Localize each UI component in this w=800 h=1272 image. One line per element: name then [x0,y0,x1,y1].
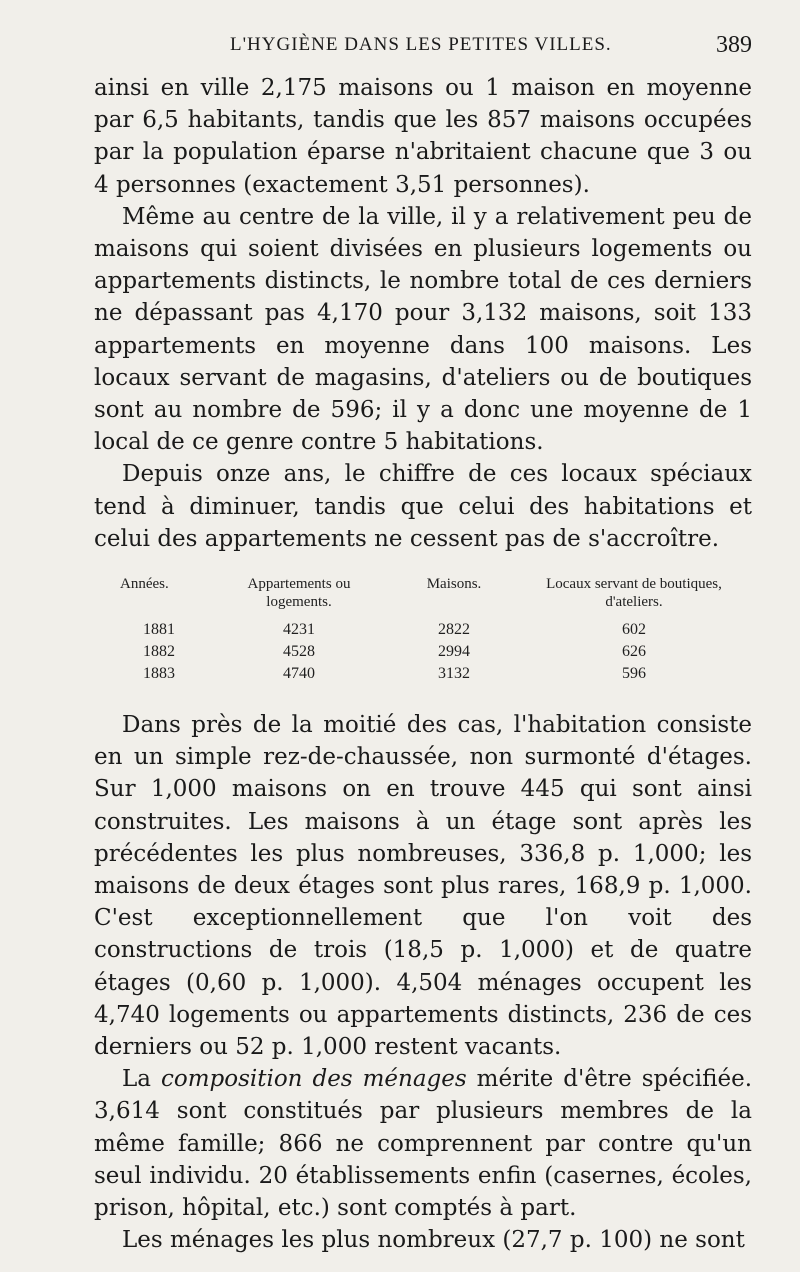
paragraph-house-heights: Dans près de la moitié des cas, l'habitation consiste en un simple rez-de-chaussée, non surmonté d'étages. Sur 1,000 maisons on en trouve 445 qui sont ainsi construites. Les maisons à un étage sont après les précédentes les plus nombreuses, 336,8 p. 1,000; les maisons de deux étages sont plus rares, 168,9 p. 1,000. C'est exceptionnellement que l'on voit des constructions de trois (18,5 p. 1,000) et de quatre étages (0,60 p. 1,000). 4,504 ménages occupent les 4,740 logements ou appartements distincts, 236 de ces derniers ou 52 p. 1,000 restent vacants. [94,712,752,1061]
paragraph-text-start: La [122,1066,161,1093]
paragraph-largest-households: Les ménages les plus nombreux (27,7 p. 100) ne sont [122,1227,745,1254]
table-cell-shops: 602 [622,621,646,639]
table-cell-apartments: 4528 [283,643,315,661]
running-title: L'HYGIÈNE DANS LES PETITES VILLES. [230,34,612,55]
table-cell-houses: 2994 [438,643,470,661]
paragraph-continued: ainsi en ville 2,175 maisons ou 1 maison en moyenne par 6,5 habitants, tandis que les 857 maisons occupées par la population éparse n'abritaient chacune que 3 ou 4 personnes (exactement 3,51 personnes). [94,75,752,198]
table-cell-year: 1882 [143,643,175,661]
italic-term: composition des ménages [160,1066,467,1093]
table-cell-houses: 2822 [438,621,470,639]
table-cell-year: 1883 [143,665,175,683]
column-header-years: Années. [120,576,169,593]
page-header [94,34,752,72]
column-header-houses: Maisons. [426,576,482,593]
paragraph-text-rest: mérite d'être spécifiée. 3,614 sont constitués par plusieurs membres de la même famille; 866 ne comprennent par contre qu'un seul individu. 20 établissements enfin (casernes, écoles, prison, hôpital, etc.) sont comptés à part. [94,1066,753,1222]
table-cell-apartments: 4740 [283,665,315,683]
table-cell-houses: 3132 [438,665,470,683]
paragraph-trend: Depuis onze ans, le chiffre de ces locaux spéciaux tend à diminuer, tandis que celui des habitations et celui des appartements ne cessent pas de s'accroître. [94,461,752,552]
table-header-row [94,575,752,611]
paragraph-center-of-town: Même au centre de la ville, il y a relativement peu de maisons qui soient divisées en plusieurs logements ou appartements distincts, le nombre total de ces derniers ne dépassant pas 4,170 pour 3,132 maisons, soit 133 appartements en moyenne dans 100 maisons. Les locaux servant de magasins, d'ateliers ou de boutiques sont au nombre de 596; il y a donc une moyenne de 1 local de ce genre contre 5 habitations. [94,203,752,456]
table-cell-shops: 596 [622,665,646,683]
paragraph-household-composition [94,1063,752,1224]
table-row-1883 [94,663,752,685]
column-header-apartments: Appartements ou logements. [247,576,351,611]
table-cell-apartments: 4231 [283,621,315,639]
housing-statistics-table [94,575,752,685]
column-header-shops: Locaux servant de boutiques, d'ateliers. [546,576,722,611]
page-number: 389 [716,32,752,58]
table-row-1881 [94,619,752,641]
table-cell-shops: 626 [622,643,646,661]
table-cell-year: 1881 [143,621,175,639]
table-row-1882 [94,641,752,663]
